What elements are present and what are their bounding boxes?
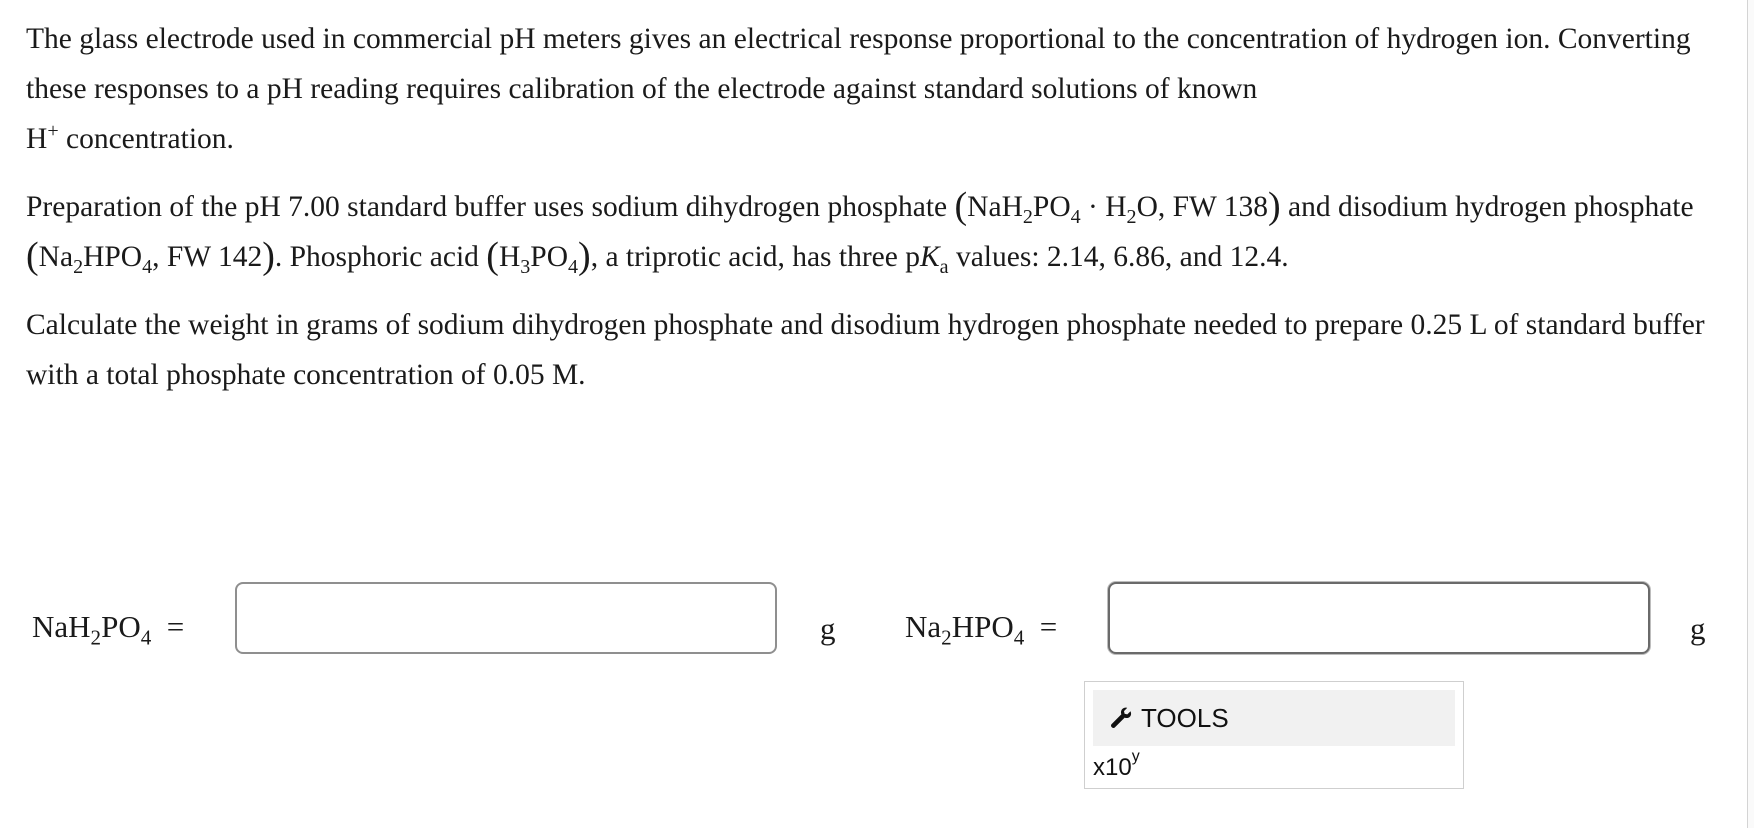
formula-sodium-dihydrogen-phosphate: $NaH_2PO_4 \cdot H_2O$, FW 138 (967, 191, 1268, 229)
question-text (26, 14, 1736, 418)
pka-symbol: K (919, 241, 940, 273)
hydrogen-ion: H+ (26, 119, 59, 155)
na2hpo4-mass-input[interactable] (1108, 582, 1650, 654)
tools-panel (1084, 681, 1464, 789)
paragraph-buffer-preparation: Preparation of the pH 7.00 standard buffer uses sodium dihydrogen phosphate ($NaH_2PO_4 \cdot H_2O$, FW 138) and disodium hydrogen phosphate ($Na_2HPO_4$, FW 142). Phosphoric acid $(H_3PO_4)$, a triprotic acid, has three $pK_a$ values: 2.14, 6.86, and 12.4. (26, 185, 1694, 279)
tools-button[interactable] (1093, 690, 1455, 746)
na2hpo4-unit: g (1690, 611, 1706, 646)
paragraph-calculate-task: Calculate the weight in grams of sodium dihydrogen phosphate and disodium hydrogen phosphate needed to prepare 0.25 L of standard buffer with a total phosphate concentration of 0.05 M. (26, 309, 1705, 391)
scrollbar-track[interactable] (1747, 0, 1754, 828)
nah2po4-label: $NaH_2PO_4$ = (32, 609, 185, 650)
paragraph-glass-electrode: The glass electrode used in commercial pH meters gives an electrical response proportional to the concentration of hydrogen ion. Converting these responses to a pH reading requires calibration of the electrode against standard solutions of known H+ concentration. (26, 23, 1691, 155)
wrench-icon (1109, 706, 1133, 730)
na2hpo4-label: $Na_2HPO_4$ = (905, 609, 1058, 650)
nah2po4-unit: g (820, 611, 836, 646)
nah2po4-mass-input[interactable] (235, 582, 777, 654)
formula-disodium-hydrogen-phosphate: $Na_2HPO_4$, FW 142 (38, 241, 263, 279)
tools-label: TOOLS (1141, 702, 1229, 733)
formula-phosphoric-acid: $H_3PO_4$ (498, 241, 579, 279)
scientific-notation-button[interactable]: x10$^y$ (1093, 748, 1140, 781)
